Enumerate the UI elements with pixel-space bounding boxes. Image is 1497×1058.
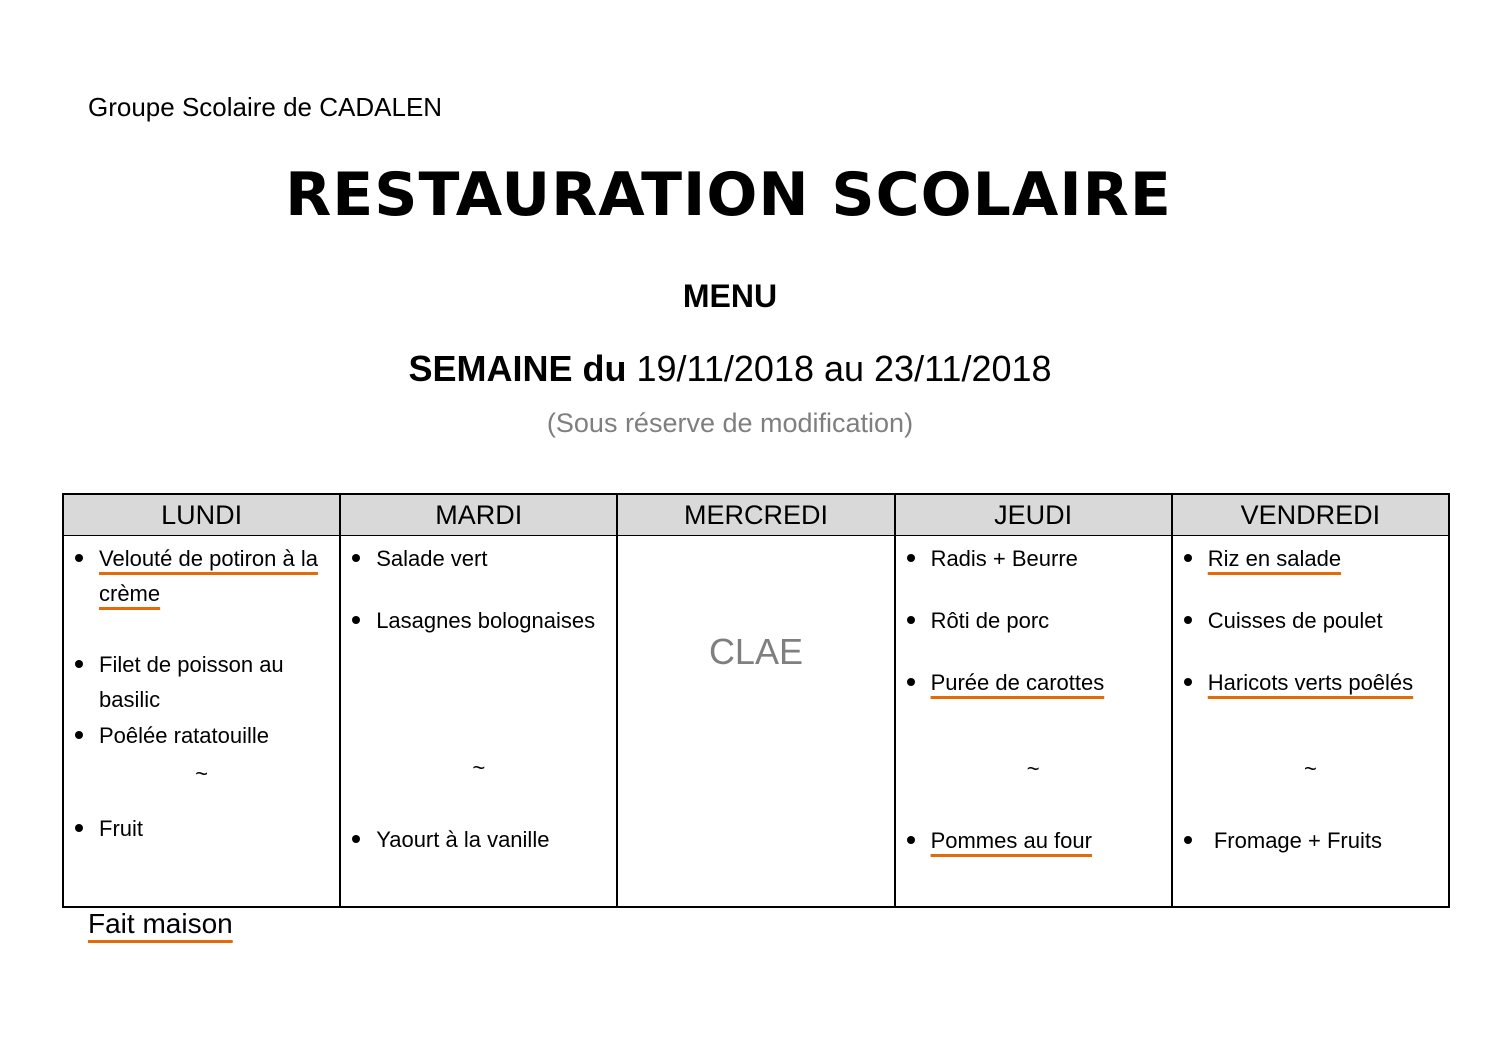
- day-header-vendredi: VENDREDI: [1172, 494, 1449, 536]
- day-cell-vendredi: [1172, 536, 1449, 908]
- menu-item: Salade vert: [376, 541, 608, 576]
- menu-item: [99, 541, 331, 611]
- menu-item: [931, 665, 1163, 700]
- day-header-lundi: LUNDI: [63, 494, 340, 536]
- day-header-mardi: MARDI: [340, 494, 617, 536]
- day-header-jeudi: JEUDI: [895, 494, 1172, 536]
- days-header-row: [63, 494, 1449, 536]
- homemade-legend: Fait maison: [88, 908, 233, 939]
- homemade-dish: Velouté de potiron à la crème: [99, 546, 318, 606]
- homemade-dish: Pommes au four: [930, 828, 1092, 853]
- menu-item: Lasagnes bolognaises: [376, 603, 608, 638]
- page-title: RESTAURATION SCOLAIRE: [285, 160, 1172, 230]
- day-cell-lundi: [63, 536, 340, 908]
- homemade-dish: Purée de carottes: [930, 670, 1105, 695]
- week-label: SEMAINE du: [408, 348, 627, 389]
- menu-item: Fruit: [99, 811, 331, 846]
- clae-label: CLAE: [708, 631, 803, 672]
- day-header-mercredi: MERCREDI: [617, 494, 894, 536]
- separator-tilde: ~: [1303, 756, 1317, 781]
- menu-item: Poêlée ratatouille: [99, 718, 331, 753]
- separator-tilde: ~: [195, 761, 209, 786]
- menu-table: [62, 493, 1450, 908]
- separator-tilde: ~: [1026, 756, 1040, 781]
- reserve-note: (Sous réserve de modification): [546, 408, 914, 438]
- menu-item: Fromage + Fruits: [1208, 823, 1440, 858]
- menu-row: [63, 536, 1449, 908]
- week-dates: 19/11/2018 au 23/11/2018: [636, 348, 1052, 389]
- day-cell-mercredi: [617, 536, 894, 908]
- day-cell-mardi: [340, 536, 617, 908]
- menu-heading: MENU: [682, 278, 778, 314]
- menu-item: Yaourt à la vanille: [376, 822, 608, 857]
- separator-tilde: ~: [472, 755, 486, 780]
- homemade-dish: Haricots verts poêlés: [1207, 670, 1414, 695]
- homemade-dish: Riz en salade: [1207, 546, 1342, 571]
- menu-item: Filet de poisson au basilic: [99, 647, 331, 717]
- menu-item: [1208, 541, 1440, 576]
- menu-item: Rôti de porc: [931, 603, 1163, 638]
- week-line: [0, 348, 1460, 390]
- menu-item: Radis + Beurre: [931, 541, 1163, 576]
- menu-item: [931, 823, 1163, 858]
- school-name: Groupe Scolaire de CADALEN: [88, 92, 443, 122]
- menu-item: Cuisses de poulet: [1208, 603, 1440, 638]
- day-cell-jeudi: [895, 536, 1172, 908]
- menu-item: [1208, 665, 1440, 700]
